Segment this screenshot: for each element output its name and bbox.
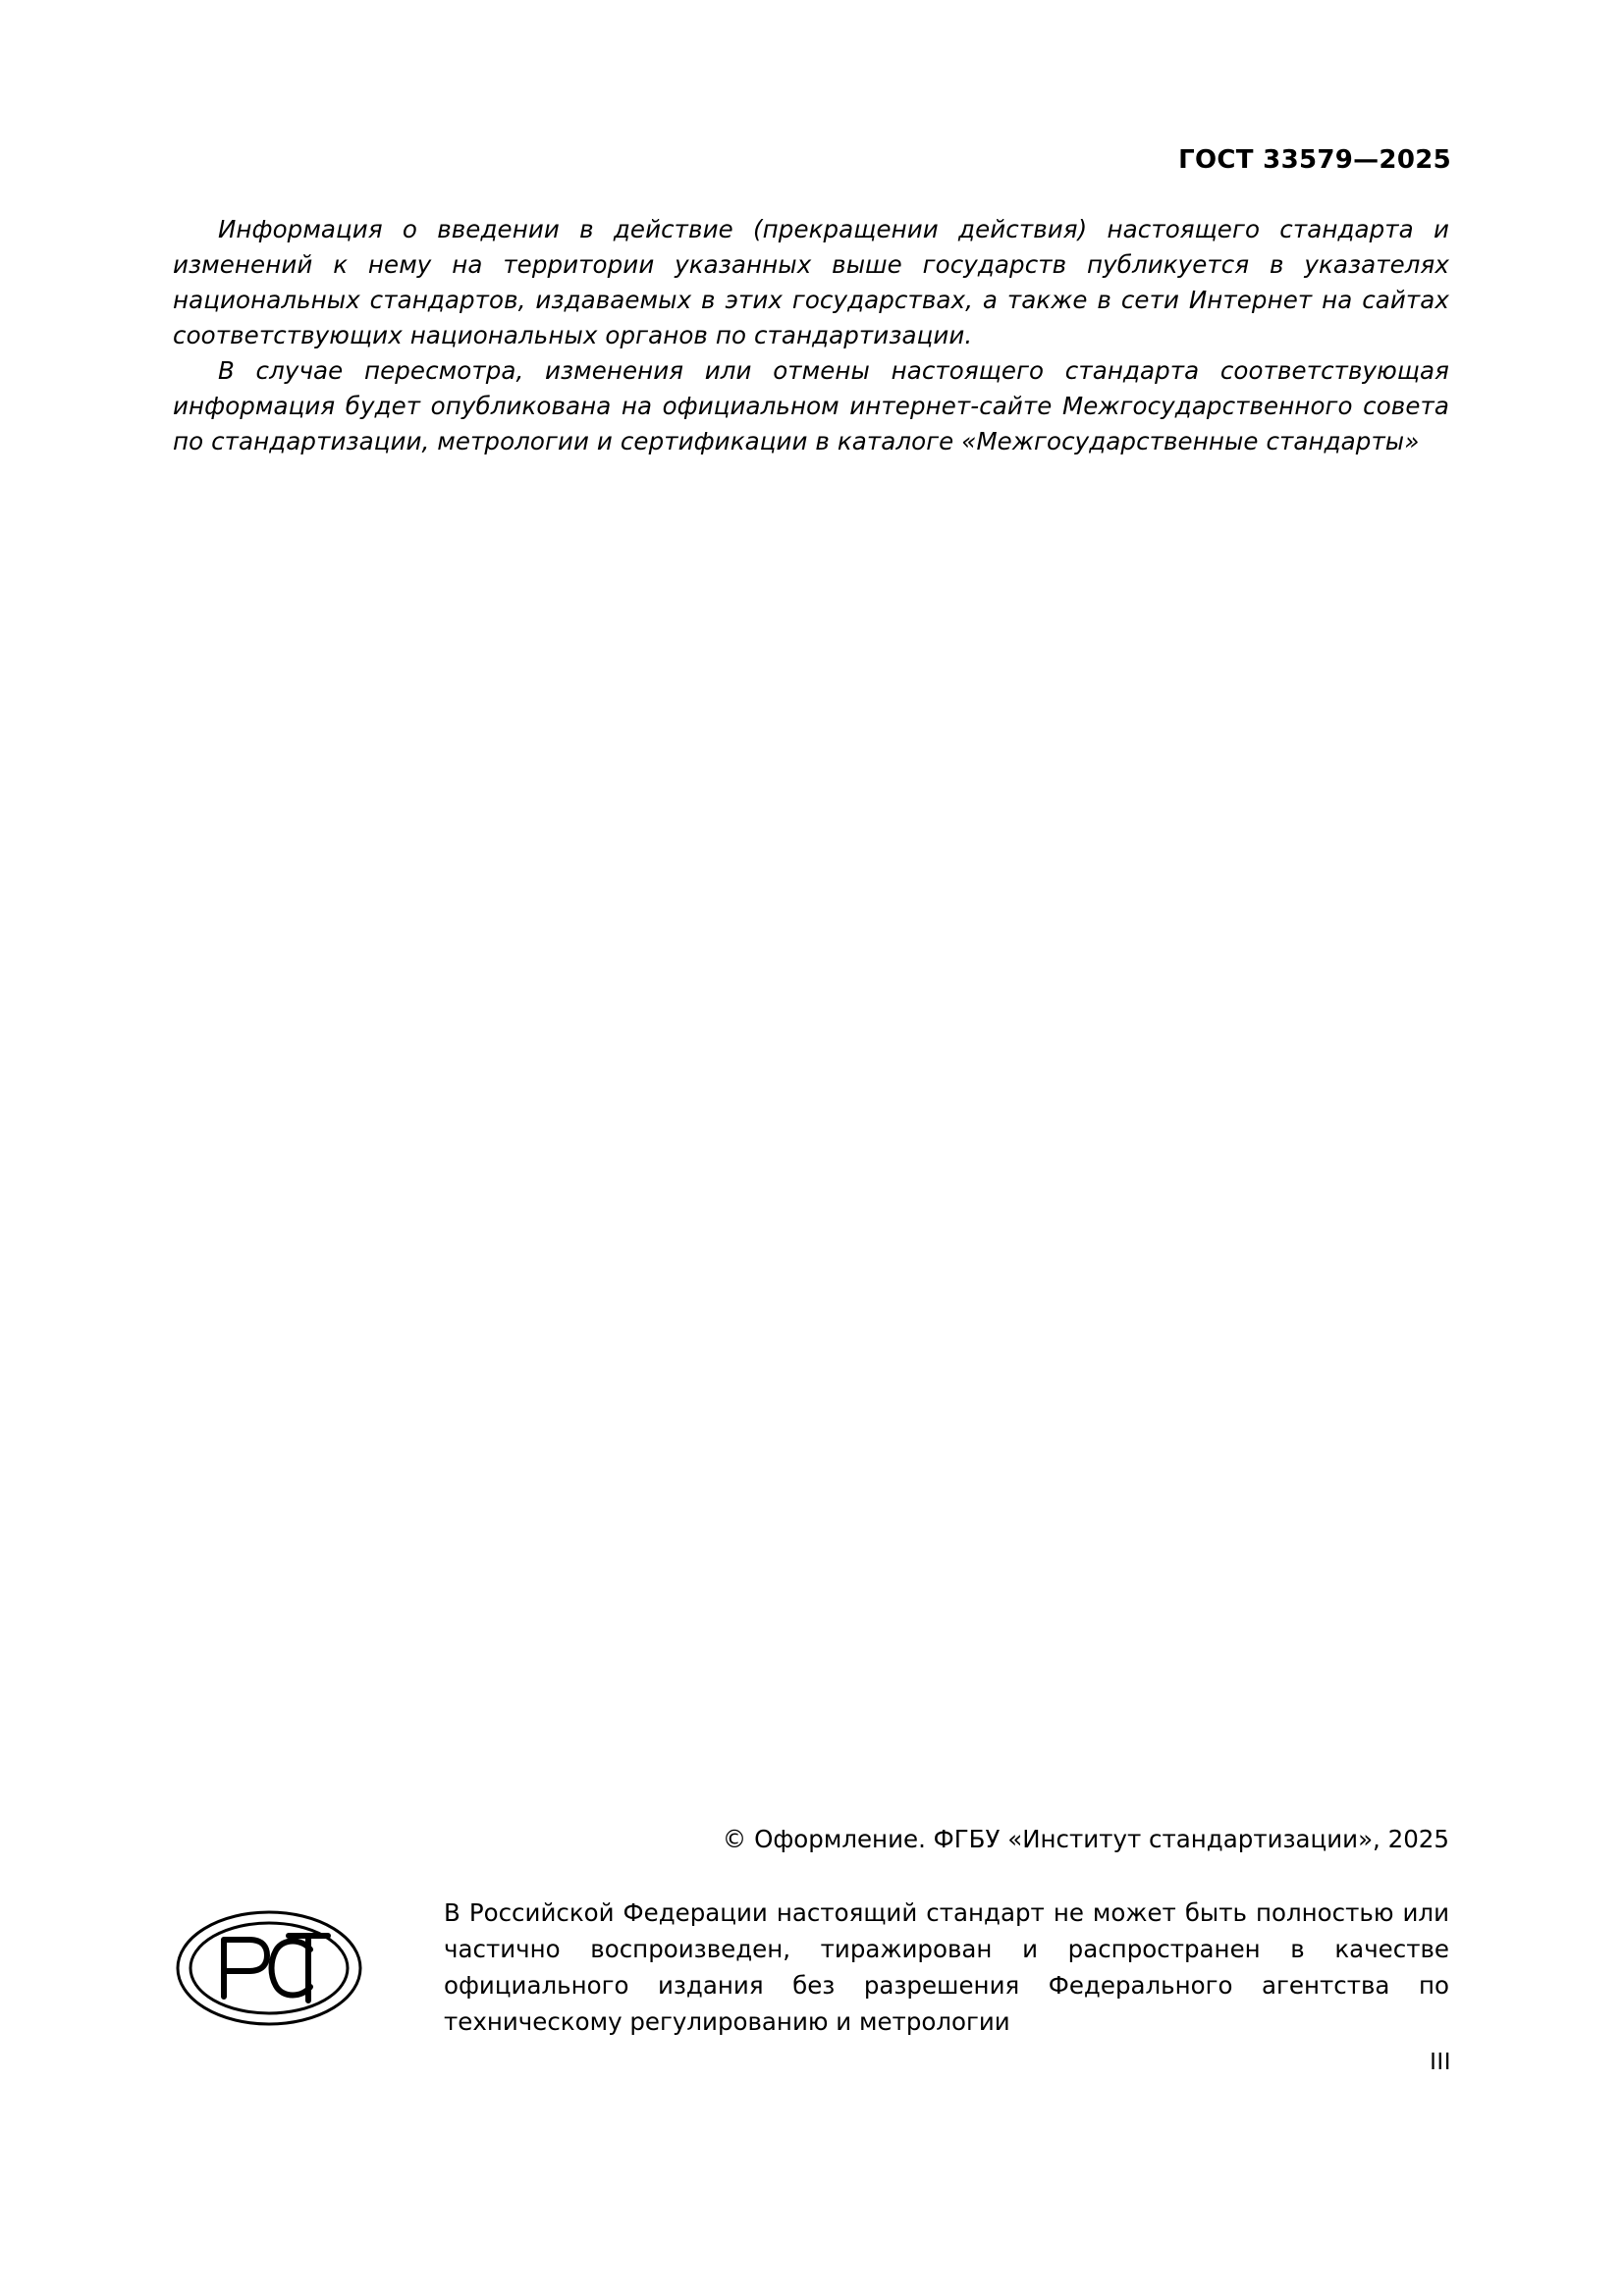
page-number: III — [1430, 2050, 1451, 2075]
rst-emblem-icon — [173, 1906, 365, 2030]
intro-paragraph-1: Информация о введении в действие (прекращении действия) настоящего стандарта и изменений к нему на территории указанных выше государств публикуется в указателях национальных стандартов, издаваемых в этих государствах, а также в сети Интернет на сайтах соответствующих национальных органов по стандартизации. — [173, 215, 1449, 349]
copyright-line: © Оформление. ФГБУ «Институт стандартизации», 2025 — [722, 1825, 1449, 1853]
intro-block — [173, 212, 1449, 459]
reproduction-notice-text: В Российской Федерации настоящий стандарт не может быть полностью или частично воспроизведен, тиражирован и распространен в качестве официального издания без разрешения Федерального агентства по техническому регулированию и метрологии — [444, 1898, 1449, 2036]
footer-notice-block — [173, 1895, 1449, 2040]
reproduction-notice — [444, 1895, 1449, 2040]
intro-paragraph-2: В случае пересмотра, изменения или отмены настоящего стандарта соответствующая информация будет опубликована на официальном интернет-сайте Межгосударственного совета по стандартизации, метрологии и сертификации в каталоге «Межгосударственные стандарты» — [173, 356, 1449, 455]
page-header-standard-number: ГОСТ 33579—2025 — [1178, 145, 1451, 175]
